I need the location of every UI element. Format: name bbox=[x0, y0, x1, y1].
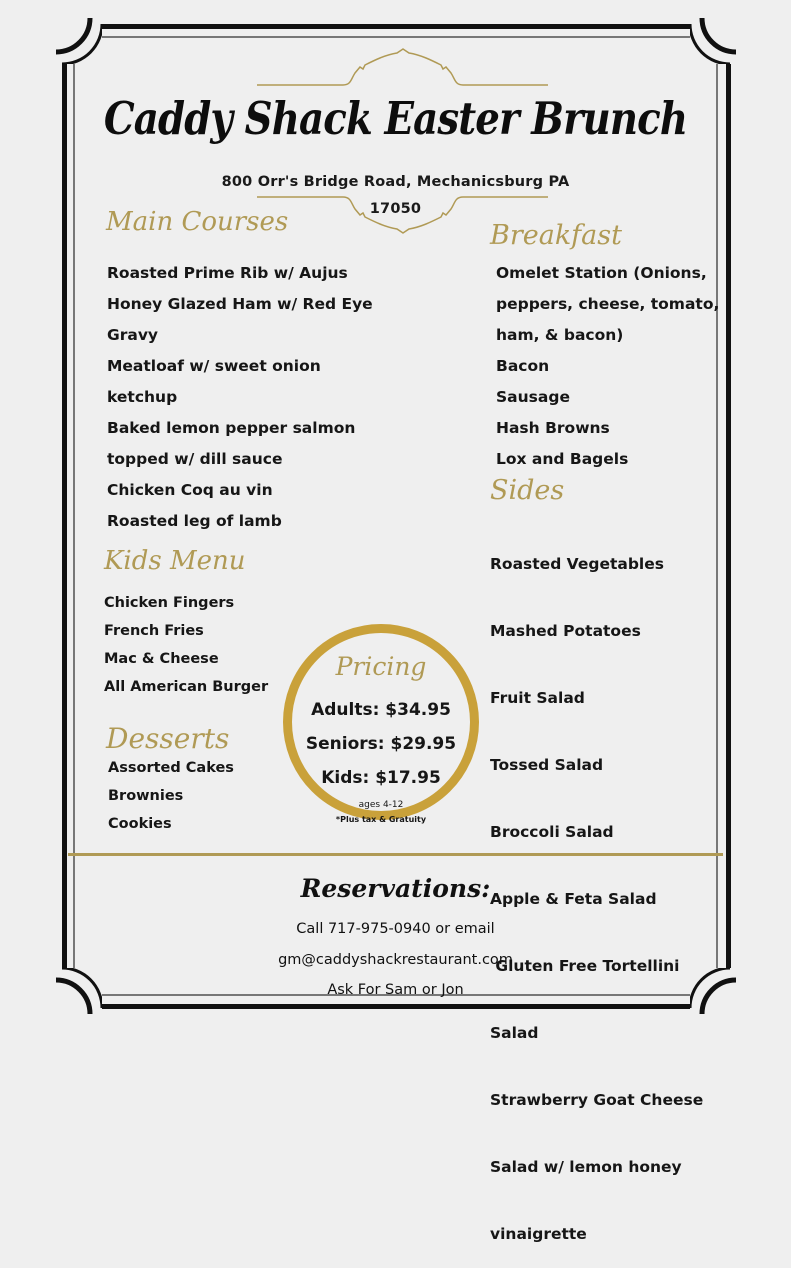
corner-ornament-top-right bbox=[690, 18, 736, 64]
list-item: ham, & bacon) bbox=[496, 326, 624, 344]
list-item: Broccoli Salad bbox=[490, 823, 614, 841]
price-kids: Kids: $17.95 bbox=[321, 768, 441, 788]
list-item: topped w/ dill sauce bbox=[107, 450, 283, 468]
list-item: Lox and Bagels bbox=[496, 450, 629, 468]
reservations-email[interactable]: gm@caddyshackrestaurant.com bbox=[278, 952, 513, 968]
kids-menu-list bbox=[104, 589, 268, 701]
list-item: Mashed Potatoes bbox=[490, 622, 641, 640]
list-item: Hash Browns bbox=[496, 419, 610, 437]
desserts-list bbox=[108, 754, 234, 838]
pricing-heading: Pricing bbox=[335, 652, 427, 681]
list-item: French Fries bbox=[104, 623, 204, 639]
list-item: Roasted Prime Rib w/ Aujus bbox=[107, 264, 348, 282]
list-item: Salad bbox=[490, 1024, 539, 1042]
list-item: Chicken Fingers bbox=[104, 595, 235, 611]
list-item: Chicken Coq au vin bbox=[107, 481, 273, 499]
pricing-footnote: *Plus tax & Gratuity bbox=[335, 815, 427, 824]
section-heading-breakfast: Breakfast bbox=[490, 220, 622, 251]
main-courses-list bbox=[107, 258, 373, 537]
list-item: Apple & Feta Salad bbox=[490, 890, 657, 908]
section-heading-sides: Sides bbox=[490, 475, 565, 506]
list-item: Brownies bbox=[108, 788, 184, 804]
list-item: peppers, cheese, tomato, bbox=[496, 295, 720, 313]
address-zip: 17050 bbox=[369, 201, 422, 217]
list-item: Gravy bbox=[107, 326, 159, 344]
menu-title: Caddy Shack Easter Brunch bbox=[103, 92, 688, 145]
list-item: Gluten Free Tortellini bbox=[490, 957, 680, 975]
list-item: Roasted leg of lamb bbox=[107, 512, 282, 530]
list-item: Salad w/ lemon honey bbox=[490, 1158, 682, 1176]
list-item: Roasted Vegetables bbox=[490, 555, 664, 573]
reservations-contact-names: Ask For Sam or Jon bbox=[327, 982, 464, 998]
section-heading-kids-menu: Kids Menu bbox=[104, 546, 246, 576]
breakfast-list bbox=[496, 258, 719, 475]
list-item: Bacon bbox=[496, 357, 550, 375]
list-item: Sausage bbox=[496, 388, 570, 406]
list-item: Cookies bbox=[108, 816, 172, 832]
list-item: vinaigrette bbox=[490, 1225, 587, 1243]
list-item: All American Burger bbox=[104, 679, 269, 695]
list-item: Mac & Cheese bbox=[104, 651, 219, 667]
section-heading-desserts: Desserts bbox=[106, 722, 230, 755]
list-item: Baked lemon pepper salmon bbox=[107, 419, 356, 437]
list-item: Tossed Salad bbox=[490, 756, 604, 774]
header-ornament-top bbox=[255, 45, 550, 90]
list-item: Strawberry Goat Cheese bbox=[490, 1091, 704, 1109]
address-street: 800 Orr's Bridge Road, Mechanicsburg PA bbox=[221, 174, 570, 190]
price-adults: Adults: $34.95 bbox=[311, 700, 451, 720]
gold-divider bbox=[68, 853, 723, 856]
list-item: Fruit Salad bbox=[490, 689, 585, 707]
reservations-heading: Reservations: bbox=[300, 874, 491, 903]
reservations-phone: Call 717-975-0940 or email bbox=[296, 921, 495, 937]
section-heading-main-courses: Main Courses bbox=[106, 207, 289, 237]
list-item: Honey Glazed Ham w/ Red Eye bbox=[107, 295, 373, 313]
corner-ornament-top-left bbox=[56, 18, 102, 64]
list-item: Meatloaf w/ sweet onion bbox=[107, 357, 321, 375]
list-item: ketchup bbox=[107, 388, 178, 406]
price-seniors: Seniors: $29.95 bbox=[305, 734, 457, 754]
list-item: Assorted Cakes bbox=[108, 760, 234, 776]
list-item: Omelet Station (Onions, bbox=[496, 264, 707, 282]
kids-age-note: ages 4-12 bbox=[358, 800, 404, 810]
